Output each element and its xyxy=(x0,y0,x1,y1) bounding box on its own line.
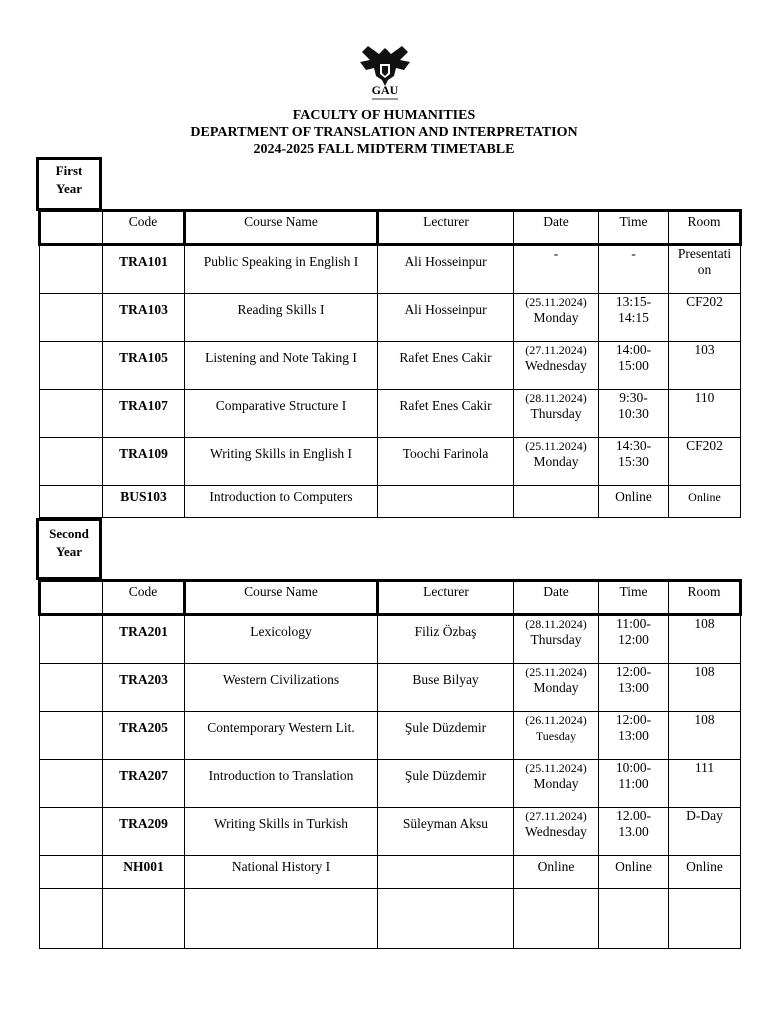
exam-date-numeric: (26.11.2024) xyxy=(525,713,587,727)
exam-room-line1: 108 xyxy=(694,712,715,727)
exam-time xyxy=(599,486,669,518)
header-lecturer: Lecturer xyxy=(378,211,514,245)
faculty-title: FACULTY OF HUMANITIES xyxy=(292,108,476,123)
row-blank-cell xyxy=(40,342,103,390)
exam-time-start: 13:15- xyxy=(615,294,652,309)
exam-date-weekday: Wednesday xyxy=(525,824,587,839)
table-row xyxy=(40,390,741,438)
exam-time xyxy=(599,390,669,438)
table-row xyxy=(40,856,741,889)
second-year-table xyxy=(38,579,742,949)
header-date: Date xyxy=(514,211,599,245)
row-blank-cell xyxy=(40,486,103,518)
exam-time-start: 11:00- xyxy=(616,616,651,631)
exam-date-numeric: (25.11.2024) xyxy=(525,761,587,775)
exam-date-numeric: (27.11.2024) xyxy=(525,809,587,823)
header-room: Room xyxy=(669,211,741,245)
lecturer-name: Buse Bilyay xyxy=(378,664,514,712)
exam-time-start: - xyxy=(631,246,636,261)
course-code: TRA103 xyxy=(103,294,185,342)
exam-date-weekday: Thursday xyxy=(530,632,582,647)
second-year-label xyxy=(36,518,102,580)
lecturer-name: Şule Düzdemir xyxy=(378,712,514,760)
first-year-table xyxy=(38,209,742,518)
course-name: National History I xyxy=(185,856,378,889)
exam-room-line1: CF202 xyxy=(686,294,723,309)
exam-date-weekday: Wednesday xyxy=(525,358,587,373)
course-name: Writing Skills in English I xyxy=(185,438,378,486)
exam-date xyxy=(514,615,599,664)
exam-room xyxy=(669,245,741,294)
course-name: Writing Skills in Turkish xyxy=(185,808,378,856)
exam-date xyxy=(514,245,599,294)
course-name: Comparative Structure I xyxy=(185,390,378,438)
exam-date xyxy=(514,712,599,760)
exam-room xyxy=(669,760,741,808)
exam-date xyxy=(514,390,599,438)
exam-time xyxy=(599,294,669,342)
table-row xyxy=(40,808,741,856)
course-code: TRA201 xyxy=(103,615,185,664)
lecturer-name xyxy=(378,486,514,518)
lecturer-name: Toochi Farinola xyxy=(378,438,514,486)
exam-time-end: 13:00 xyxy=(618,680,649,695)
course-code: BUS103 xyxy=(103,486,185,518)
exam-room xyxy=(669,486,741,518)
table-row xyxy=(40,245,741,294)
exam-date-weekday: Tuesday xyxy=(535,729,577,743)
exam-date-numeric: (25.11.2024) xyxy=(525,295,587,309)
exam-time xyxy=(599,438,669,486)
exam-time-end: 15:00 xyxy=(618,358,649,373)
exam-time-start: Online xyxy=(615,489,652,504)
header-cell-empty xyxy=(40,211,103,245)
logo-text: GAU xyxy=(371,83,399,97)
exam-date-numeric: (25.11.2024) xyxy=(525,439,587,453)
exam-room-line1: 108 xyxy=(694,664,715,679)
exam-time-end: 14:15 xyxy=(618,310,649,325)
exam-room xyxy=(669,664,741,712)
course-code: NH001 xyxy=(103,856,185,889)
university-logo xyxy=(354,42,416,104)
exam-date-weekday: - xyxy=(553,246,559,261)
exam-date xyxy=(514,294,599,342)
exam-time xyxy=(599,856,669,889)
exam-room xyxy=(669,856,741,889)
exam-time-end: 13:00 xyxy=(618,728,649,743)
exam-room xyxy=(669,615,741,664)
course-code: TRA107 xyxy=(103,390,185,438)
exam-time xyxy=(599,342,669,390)
row-blank-cell xyxy=(40,808,103,856)
course-name: Western Civilizations xyxy=(185,664,378,712)
exam-room xyxy=(669,712,741,760)
header-cell-empty xyxy=(40,581,103,615)
exam-time-start: Online xyxy=(615,859,652,874)
exam-time xyxy=(599,712,669,760)
exam-room xyxy=(669,808,741,856)
exam-date-numeric: (28.11.2024) xyxy=(525,391,587,405)
course-name: Reading Skills I xyxy=(185,294,378,342)
exam-room xyxy=(669,390,741,438)
exam-time-start: 14:30- xyxy=(615,438,652,453)
exam-time-start: 14:00- xyxy=(615,342,652,357)
course-code: TRA207 xyxy=(103,760,185,808)
exam-time-start: 10:00- xyxy=(615,760,652,775)
course-name: Public Speaking in English I xyxy=(185,245,378,294)
header-course-name: Course Name xyxy=(185,211,378,245)
course-name: Introduction to Translation xyxy=(185,760,378,808)
exam-time xyxy=(599,664,669,712)
exam-time xyxy=(599,760,669,808)
lecturer-name: Süleyman Aksu xyxy=(378,808,514,856)
row-blank-cell xyxy=(40,856,103,889)
row-blank-cell xyxy=(40,760,103,808)
header-time: Time xyxy=(599,581,669,615)
table-row xyxy=(40,615,741,664)
first-year-label xyxy=(36,157,102,211)
course-name: Introduction to Computers xyxy=(185,486,378,518)
exam-time-end: 10:30 xyxy=(618,406,649,421)
exam-date xyxy=(514,808,599,856)
table-row xyxy=(40,712,741,760)
exam-date xyxy=(514,438,599,486)
exam-room-line1: 108 xyxy=(694,616,715,631)
department-title: DEPARTMENT OF TRANSLATION AND INTERPRETATION xyxy=(190,125,578,140)
course-code: TRA105 xyxy=(103,342,185,390)
first-year-label-line1: First xyxy=(55,163,83,178)
logo-subtext xyxy=(372,98,398,100)
exam-time-end: 13.00 xyxy=(618,824,649,839)
exam-time-end: 15:30 xyxy=(618,454,649,469)
exam-date-weekday: Monday xyxy=(533,776,579,791)
exam-time-start: 9:30- xyxy=(619,390,648,405)
course-name: Listening and Note Taking I xyxy=(185,342,378,390)
header-room: Room xyxy=(669,581,741,615)
second-year-label-line1: Second xyxy=(49,526,89,541)
course-code: TRA101 xyxy=(103,245,185,294)
lecturer-name: Rafet Enes Cakir xyxy=(378,390,514,438)
table-row xyxy=(40,664,741,712)
row-blank-cell xyxy=(40,438,103,486)
header-date: Date xyxy=(514,581,599,615)
table-header-row xyxy=(40,581,741,615)
exam-date xyxy=(514,856,599,889)
course-code: TRA203 xyxy=(103,664,185,712)
lecturer-name: Ali Hosseinpur xyxy=(378,294,514,342)
exam-date-numeric: (27.11.2024) xyxy=(525,343,587,357)
exam-time-start: 12:00- xyxy=(615,664,652,679)
row-blank-cell xyxy=(40,615,103,664)
lecturer-name: Filiz Özbaş xyxy=(378,615,514,664)
exam-time xyxy=(599,245,669,294)
table-header-row xyxy=(40,211,741,245)
row-blank-cell xyxy=(40,664,103,712)
timetable-title: 2024-2025 FALL MIDTERM TIMETABLE xyxy=(253,142,515,157)
row-blank-cell xyxy=(40,294,103,342)
header-lecturer: Lecturer xyxy=(378,581,514,615)
row-blank-cell xyxy=(40,712,103,760)
exam-room-line1: Online xyxy=(686,859,723,874)
course-name: Contemporary Western Lit. xyxy=(185,712,378,760)
exam-date xyxy=(514,342,599,390)
table-row xyxy=(40,342,741,390)
course-code: TRA109 xyxy=(103,438,185,486)
row-blank-cell xyxy=(40,245,103,294)
course-name: Lexicology xyxy=(185,615,378,664)
exam-date-weekday: Thursday xyxy=(530,406,582,421)
exam-room xyxy=(669,294,741,342)
exam-date-weekday: Online xyxy=(537,859,575,874)
exam-date-numeric: (28.11.2024) xyxy=(525,617,587,631)
lecturer-name xyxy=(378,856,514,889)
exam-date-weekday: Monday xyxy=(533,310,579,325)
table-row xyxy=(40,438,741,486)
exam-date xyxy=(514,760,599,808)
exam-time-start: 12.00- xyxy=(616,808,651,823)
exam-room-line1: Online xyxy=(688,490,721,504)
lecturer-name: Ali Hosseinpur xyxy=(378,245,514,294)
exam-time-end: 12:00 xyxy=(618,632,649,647)
exam-date xyxy=(514,486,599,518)
lecturer-name: Rafet Enes Cakir xyxy=(378,342,514,390)
second-year-label-line2: Year xyxy=(56,544,82,559)
exam-date-numeric: (25.11.2024) xyxy=(525,665,587,679)
header-course-name: Course Name xyxy=(185,581,378,615)
exam-room-line1: 111 xyxy=(694,760,715,775)
exam-room-line1: D-Day xyxy=(686,808,723,823)
header-code: Code xyxy=(103,581,185,615)
course-code: TRA209 xyxy=(103,808,185,856)
exam-room xyxy=(669,342,741,390)
lecturer-name: Şule Düzdemir xyxy=(378,760,514,808)
empty-row xyxy=(40,889,741,949)
exam-time-end: 11:00 xyxy=(618,776,649,791)
exam-room-line1: 110 xyxy=(694,390,715,405)
course-code: TRA205 xyxy=(103,712,185,760)
table-row xyxy=(40,294,741,342)
exam-time xyxy=(599,808,669,856)
exam-room-line2: on xyxy=(697,262,712,277)
exam-date-weekday: Monday xyxy=(533,454,579,469)
table-row xyxy=(40,760,741,808)
exam-date xyxy=(514,664,599,712)
header-time: Time xyxy=(599,211,669,245)
row-blank-cell xyxy=(40,390,103,438)
first-year-label-line2: Year xyxy=(56,181,82,196)
exam-room-line1: 103 xyxy=(694,342,715,357)
exam-date-weekday: Monday xyxy=(533,680,579,695)
header-code: Code xyxy=(103,211,185,245)
exam-room-line1: Presentati xyxy=(677,246,732,261)
exam-time-start: 12:00- xyxy=(615,712,652,727)
exam-room-line1: CF202 xyxy=(686,438,723,453)
exam-room xyxy=(669,438,741,486)
exam-time xyxy=(599,615,669,664)
table-row xyxy=(40,486,741,518)
